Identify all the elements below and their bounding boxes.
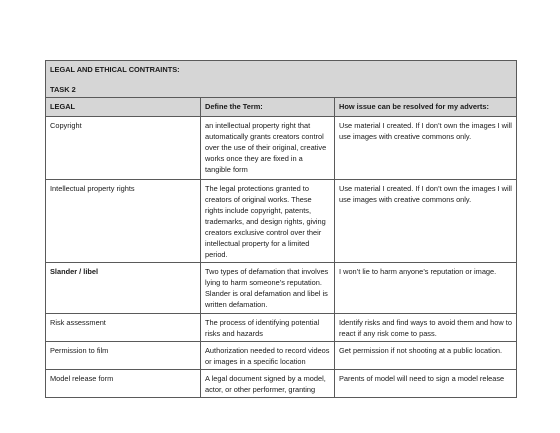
column-header-define: Define the Term:	[201, 98, 335, 117]
resolution-cell: Use material I created. If I don’t own the images I will use images with creative commons only.	[335, 117, 517, 180]
definition-cell: Two types of defamation that involves lying to harm someone’s reputation. Slander is oral defamation and libel is written defamation.	[201, 263, 335, 314]
table-row	[46, 263, 517, 314]
document-title: LEGAL AND ETHICAL CONTRAINTS:	[50, 65, 180, 74]
table-title-cell	[46, 61, 517, 98]
legal-ethical-table	[45, 60, 517, 398]
task-label: TASK 2	[50, 85, 76, 94]
table-title-row	[46, 61, 517, 98]
term-cell: Copyright	[46, 117, 201, 180]
table-row	[46, 117, 517, 180]
resolution-cell: I won’t lie to harm anyone’s reputation or image.	[335, 263, 517, 314]
resolution-cell: Identify risks and find ways to avoid them and how to react if any risk come to pass.	[335, 314, 517, 342]
definition-cell: The process of identifying potential risks and hazards	[201, 314, 335, 342]
term-cell: Risk assessment	[46, 314, 201, 342]
definition-cell: A legal document signed by a model, actor, or other performer, granting	[201, 370, 335, 398]
term-cell: Model release form	[46, 370, 201, 398]
definition-cell: The legal protections granted to creators of original works. These rights include copyright, patents, trademarks, and design rights, giving creators exclusive control over their intellectual property for a limited period.	[201, 180, 335, 263]
resolution-cell: Parents of model will need to sign a model release	[335, 370, 517, 398]
term-cell: Slander / libel	[46, 263, 201, 314]
table-row	[46, 342, 517, 370]
column-header-legal: LEGAL	[46, 98, 201, 117]
term-cell: Permission to film	[46, 342, 201, 370]
definition-cell: Authorization needed to record videos or images in a specific location	[201, 342, 335, 370]
table-row	[46, 370, 517, 398]
table-row	[46, 314, 517, 342]
column-header-row	[46, 98, 517, 117]
table-row	[46, 180, 517, 263]
column-header-resolve: How issue can be resolved for my adverts:	[335, 98, 517, 117]
definition-cell: an intellectual property right that automatically grants creators control over the use of their original, creative works once they are fixed in a tangible form	[201, 117, 335, 180]
resolution-cell: Use material I created. If I don’t own the images I will use images with creative commons only.	[335, 180, 517, 263]
term-cell: Intellectual property rights	[46, 180, 201, 263]
resolution-cell: Get permission if not shooting at a public location.	[335, 342, 517, 370]
